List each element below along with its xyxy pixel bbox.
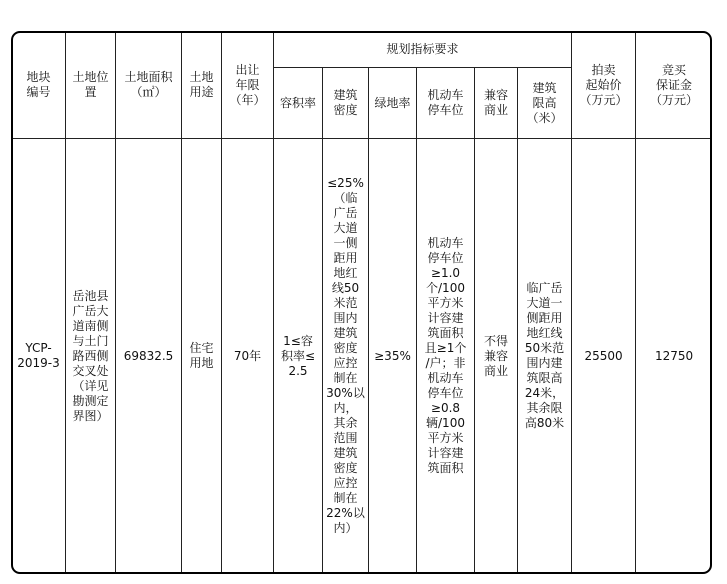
cell-density: ≤25% （临 广岳 大道 一侧 距用 地红 线50 米范 围内 建筑 密度 应控 制在 30%以 内， 其余 范围 建筑 密度 应控 制在 22%以 内）	[323, 139, 369, 574]
cell-green: ≥35%	[369, 139, 417, 574]
header-area: 土地面积 （㎡）	[116, 32, 182, 139]
cell-start-price: 25500	[572, 139, 636, 574]
cell-parking: 机动车 停车位 ≥1.0 个/100 平方米 计容建 筑面积 且≥1个 /户；非 机动车 停车位 ≥0.8 辆/100 平方米 计容建 筑面积	[417, 139, 475, 574]
cell-far: 1≤容 积率≤ 2.5	[274, 139, 323, 574]
header-green: 绿地率	[369, 68, 417, 139]
header-parking: 机动车 停车位	[417, 68, 475, 139]
cell-commercial: 不得 兼容 商业	[475, 139, 518, 574]
cell-height: 临广岳 大道一 侧距用 地红线 50米范 围内建 筑限高 24米， 其余限 高80米	[518, 139, 572, 574]
land-auction-table	[11, 31, 712, 574]
header-height: 建筑 限高 （米）	[518, 68, 572, 139]
header-plot-no: 地块 编号	[12, 32, 66, 139]
cell-deposit: 12750	[636, 139, 712, 574]
header-use: 土地 用途	[182, 32, 222, 139]
header-term: 出让 年限 （年）	[222, 32, 274, 139]
cell-location: 岳池县 广岳大 道南侧 与土门 路西侧 交叉处 （详见 勘测定 界图）	[66, 139, 116, 574]
cell-area: 69832.5	[116, 139, 182, 574]
header-planning-requirements: 规划指标要求	[274, 32, 572, 68]
header-location: 土地位 置	[66, 32, 116, 139]
cell-plot-no: YCP- 2019-3	[12, 139, 66, 574]
header-deposit: 竞买 保证金 （万元）	[636, 32, 712, 139]
header-commercial: 兼容 商业	[475, 68, 518, 139]
header-density: 建筑 密度	[323, 68, 369, 139]
header-row-1	[12, 32, 713, 68]
header-far: 容积率	[274, 68, 323, 139]
header-start-price: 拍卖 起始价 （万元）	[572, 32, 636, 139]
table-row	[12, 139, 713, 574]
land-auction-table-frame	[11, 31, 712, 574]
cell-term: 70年	[222, 139, 274, 574]
cell-use: 住宅 用地	[182, 139, 222, 574]
